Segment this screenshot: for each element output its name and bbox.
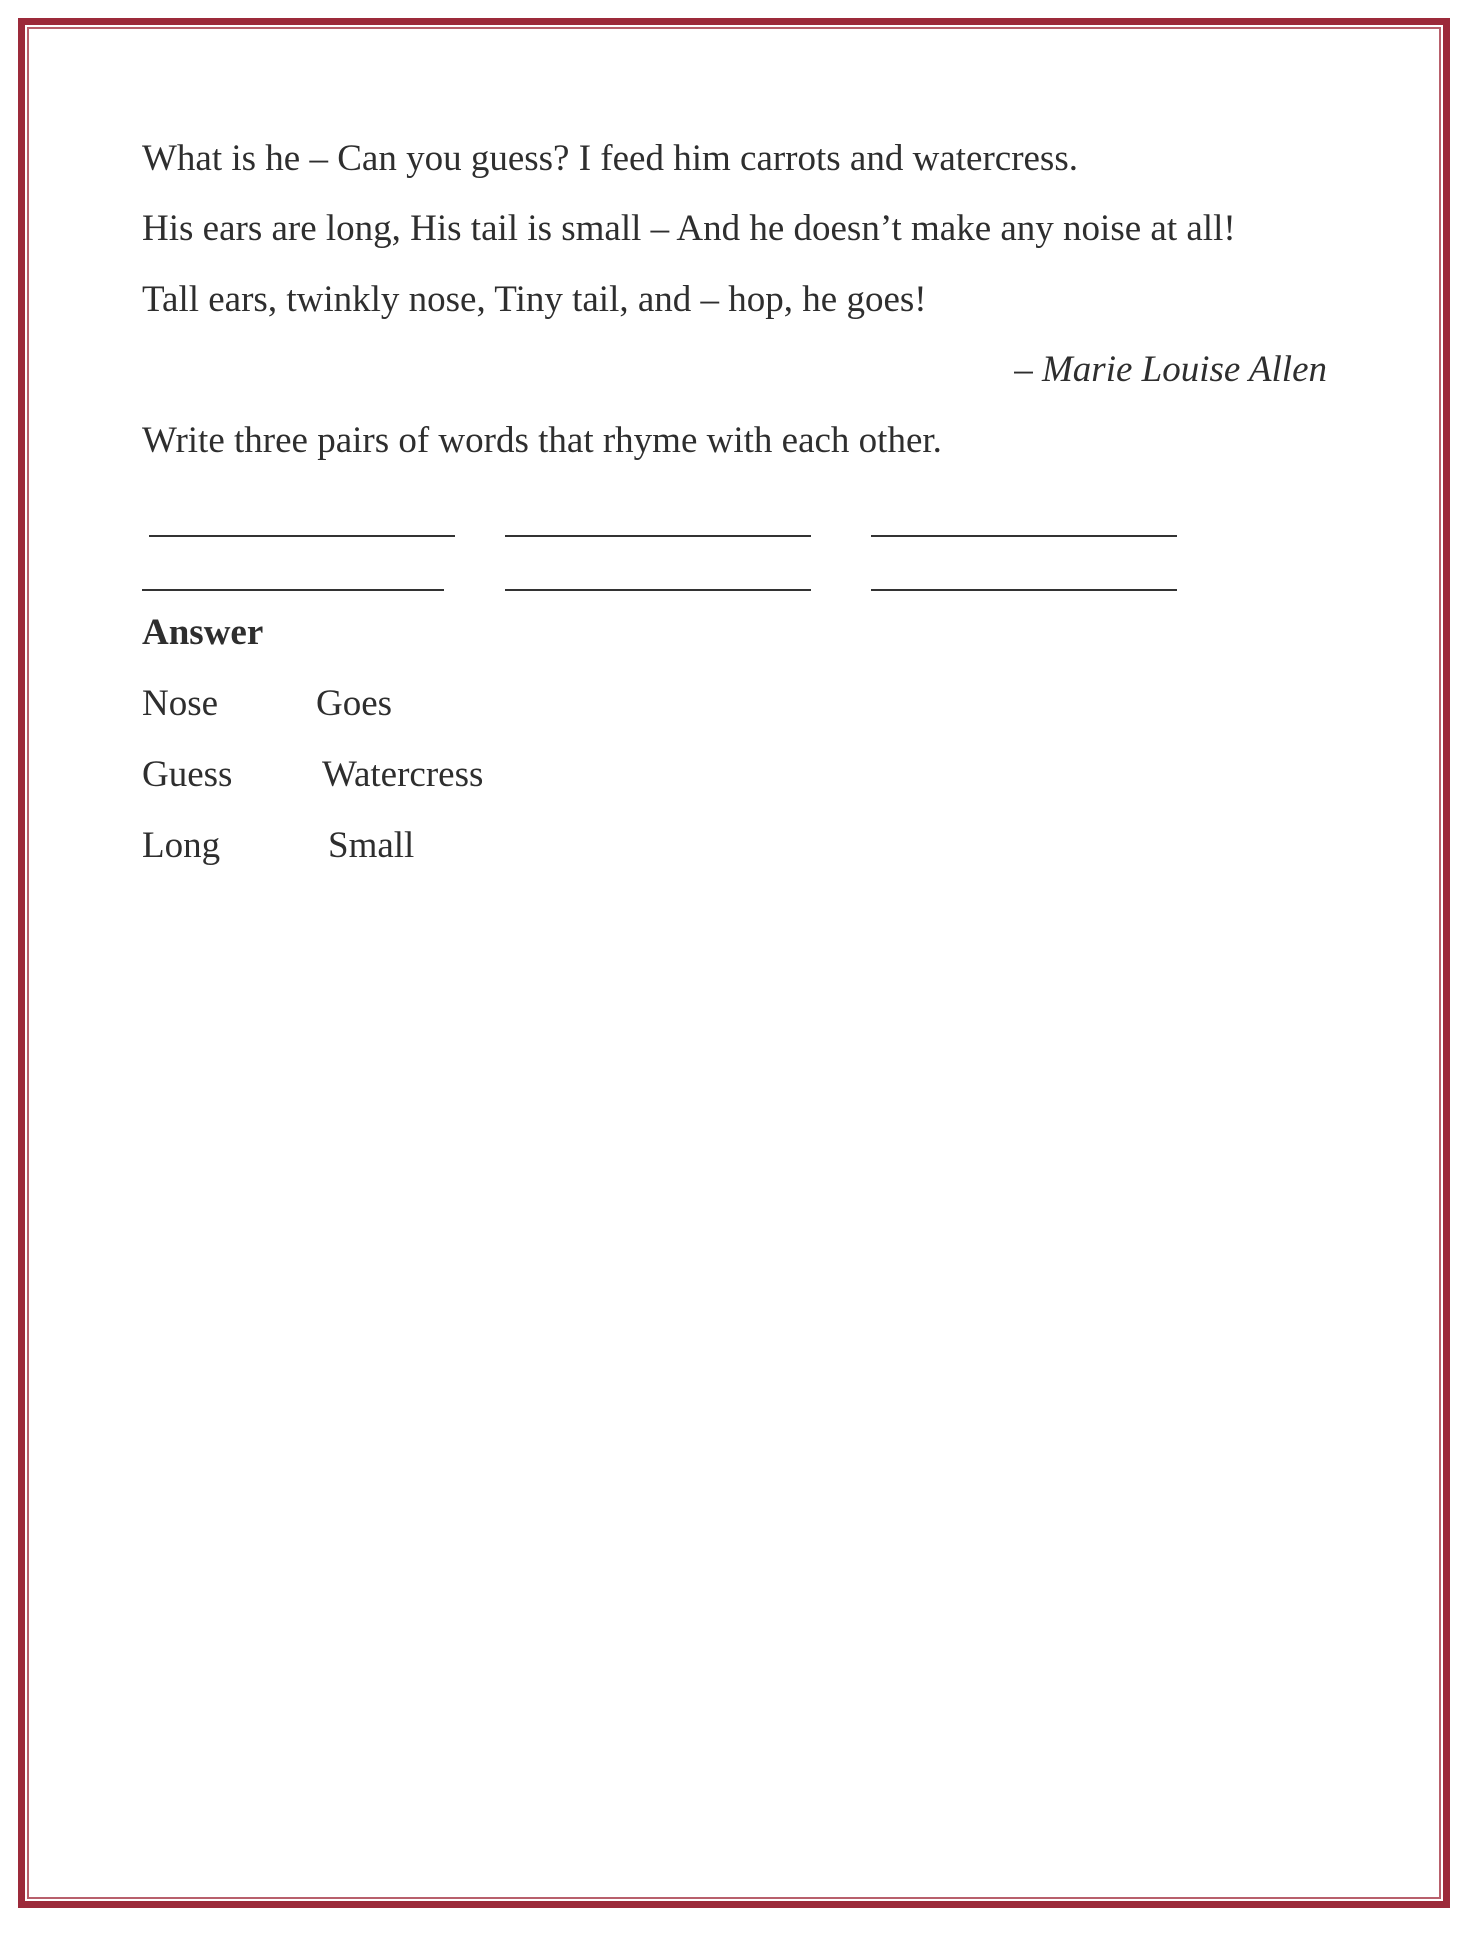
answer-blank[interactable] xyxy=(149,535,455,537)
answer-word: Small xyxy=(328,825,415,866)
poem-author: – Marie Louise Allen xyxy=(1014,349,1327,390)
poem-line-2: Tall ears, twinkly nose, Tiny tail, and – hop, he goes! xyxy=(142,279,927,320)
answer-word: Nose xyxy=(142,683,219,724)
answer-blank[interactable] xyxy=(142,589,444,591)
answer-word: Goes xyxy=(316,683,393,724)
answer-word: Guess xyxy=(142,754,233,795)
answer-heading: Answer xyxy=(142,612,264,653)
poem-line-1: What is he – Can you guess? I feed him carrots and watercress. xyxy=(142,138,1078,179)
answer-blank[interactable] xyxy=(505,589,811,591)
poem-line-2: His ears are long, His tail is small – And he doesn’t make any noise at all! xyxy=(142,208,1236,249)
answer-blank[interactable] xyxy=(871,589,1177,591)
answer-blank[interactable] xyxy=(871,535,1177,537)
answer-word: Long xyxy=(142,825,221,866)
answer-blank[interactable] xyxy=(505,535,811,537)
answer-word: Watercress xyxy=(322,754,484,795)
question-text: Write three pairs of words that rhyme with each other. xyxy=(142,420,942,461)
